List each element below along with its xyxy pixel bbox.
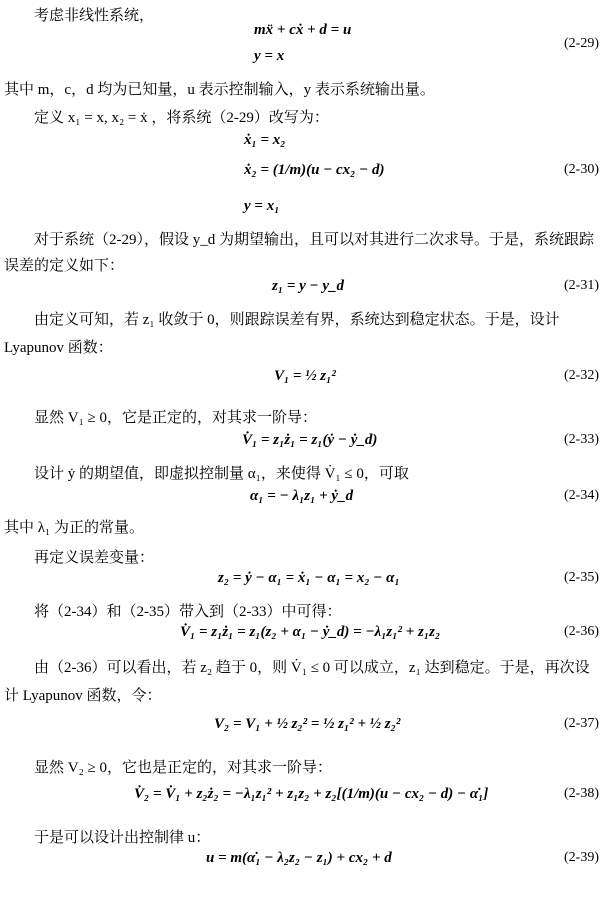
equation: α₁ = − λ₁z₁ + ẏ_d bbox=[250, 488, 354, 504]
paragraph-line: 计 Lyapunov 函数，令： bbox=[4, 688, 162, 704]
equation-number: (2-30) bbox=[564, 162, 599, 177]
paragraph-line: 其中 m，c，d 均为已知量，u 表示控制输入，y 表示系统输出量。 bbox=[4, 82, 435, 98]
paragraph-line: 定义 x₁ = x, x₂ = ẋ ，将系统（2-29）改写为： bbox=[34, 110, 329, 126]
paragraph-line: Lyapunov 函数： bbox=[4, 340, 113, 356]
equation-number: (2-36) bbox=[564, 624, 599, 639]
equation-number: (2-31) bbox=[564, 278, 599, 293]
equation-number: (2-35) bbox=[564, 570, 599, 585]
equation: V₂ = V₁ + ½ z₂² = ½ z₁² + ½ z₂² bbox=[214, 716, 401, 732]
equation: z₁ = y − y_d bbox=[272, 278, 345, 294]
equation: ẋ₁ = x₂ bbox=[244, 132, 286, 148]
paragraph-line: 由（2-36）可以看出，若 z₂ 趋于 0，则 V̇₁ ≤ 0 可以成立，z₁ 达到稳定。于是，再次设 bbox=[34, 660, 590, 676]
equation-number: (2-33) bbox=[564, 432, 599, 447]
equation: u = m(α̇₁ − λ₂z₂ − z₁) + cx₂ + d bbox=[206, 850, 392, 866]
paragraph-line: 由定义可知，若 z₁ 收敛于 0，则跟踪误差有界，系统达到稳定状态。于是，设计 bbox=[34, 312, 560, 328]
equation: y = x₁ bbox=[244, 198, 280, 214]
equation: z₂ = ẏ − α₁ = ẋ₁ − α₁ = x₂ − α₁ bbox=[218, 570, 400, 586]
paragraph-line: 显然 V₂ ≥ 0，它也是正定的，对其求一阶导： bbox=[34, 760, 333, 776]
paragraph-line: 显然 V₁ ≥ 0，它是正定的，对其求一阶导： bbox=[34, 410, 318, 426]
paragraph-line: 于是可以设计出控制律 u： bbox=[34, 830, 211, 846]
equation: mẍ + cẋ + d = u bbox=[254, 22, 352, 38]
paragraph-line: 再定义误差变量： bbox=[34, 550, 155, 566]
equation: ẋ₂ = (1/m)(u − cx₂ − d) bbox=[244, 162, 385, 178]
paragraph-line: 对于系统（2-29），假设 y_d 为期望输出，且可以对其进行二次求导。于是，系统跟踪 bbox=[34, 232, 594, 248]
equation-number: (2-39) bbox=[564, 850, 599, 865]
paragraph-line: 设计 ẏ 的期望值，即虚拟控制量 α₁，来使得 V̇₁ ≤ 0，可取 bbox=[34, 466, 409, 482]
equation: y = x bbox=[254, 48, 285, 64]
equation: V̇₁ = z₁ż₁ = z₁(z₂ + α₁ − ẏ_d) = −λ₁z₁² + z₁z₂ bbox=[180, 624, 441, 640]
equation-number: (2-34) bbox=[564, 488, 599, 503]
paragraph-line: 其中 λ₁ 为正的常量。 bbox=[4, 520, 145, 536]
equation-number: (2-38) bbox=[564, 786, 599, 801]
paragraph-line: 考虑非线性系统， bbox=[34, 8, 155, 24]
equation: V̇₁ = z₁ż₁ = z₁(ẏ − ẏ_d) bbox=[242, 432, 378, 448]
equation-number: (2-37) bbox=[564, 716, 599, 731]
equation-number: (2-32) bbox=[564, 368, 599, 383]
paragraph-line: 误差的定义如下： bbox=[4, 258, 125, 274]
paragraph-line: 将（2-34）和（2-35）带入到（2-33）中可得： bbox=[34, 604, 342, 620]
equation-number: (2-29) bbox=[564, 36, 599, 51]
equation: V₁ = ½ z₁² bbox=[274, 368, 336, 384]
equation: V̇₂ = V̇₁ + z₂ż₂ = −λ₁z₁² + z₁z₂ + z₂[(1/m)(u − cx₂ − d) − α̇₁] bbox=[134, 786, 489, 802]
